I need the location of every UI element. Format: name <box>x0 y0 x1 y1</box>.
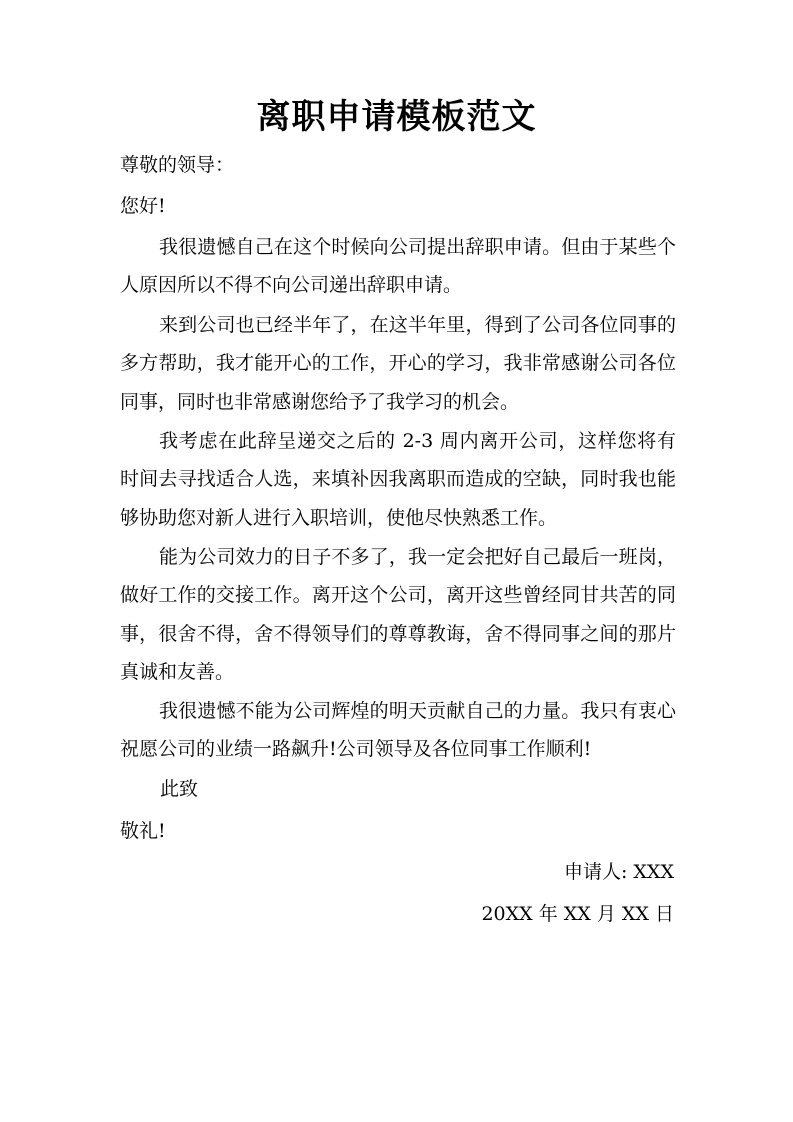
closing-line: 此致 <box>160 778 199 800</box>
salutation: 尊敬的领导： <box>120 154 235 176</box>
date-line: 20XX 年 XX 月 XX 日 <box>481 903 674 925</box>
greeting: 您好! <box>120 195 166 217</box>
body-paragraph-5: 我很遗憾不能为公司辉煌的明天贡献自己的力量。我只有衷心祝愿公司的业绩一路飙升!公司领导及各位同事工作顺利! <box>120 700 676 761</box>
body-paragraph-3: 我考虑在此辞呈递交之后的 2-3 周内离开公司，这样您将有时间去寻找适合人选，来填补因我离职而造成的空缺，同时我也能够协助您对新人进行入职培训，使他尽快熟悉工作。 <box>120 430 676 529</box>
document-title: 离职申请模板范文 <box>256 97 537 137</box>
regards-line: 敬礼! <box>120 820 166 842</box>
body-paragraph-2: 来到公司也已经半年了，在这半年里，得到了公司各位同事的多方帮助，我才能开心的工作，开心的学习，我非常感谢公司各位同事，同时也非常感谢您给予了我学习的机会。 <box>120 314 676 413</box>
body-paragraph-4: 能为公司效力的日子不多了，我一定会把好自己最后一班岗，做好工作的交接工作。离开这个公司，离开这些曾经同甘共苦的同事，很舍不得，舍不得领导们的尊尊教诲，舍不得同事之间的那片真诚和友善。 <box>120 546 676 683</box>
applicant-signature: 申请人: XXX <box>563 861 674 883</box>
body-paragraph-1: 我很遗憾自己在这个时候向公司提出辞职申请。但由于某些个人原因所以不得不向公司递出辞职申请。 <box>120 236 676 297</box>
